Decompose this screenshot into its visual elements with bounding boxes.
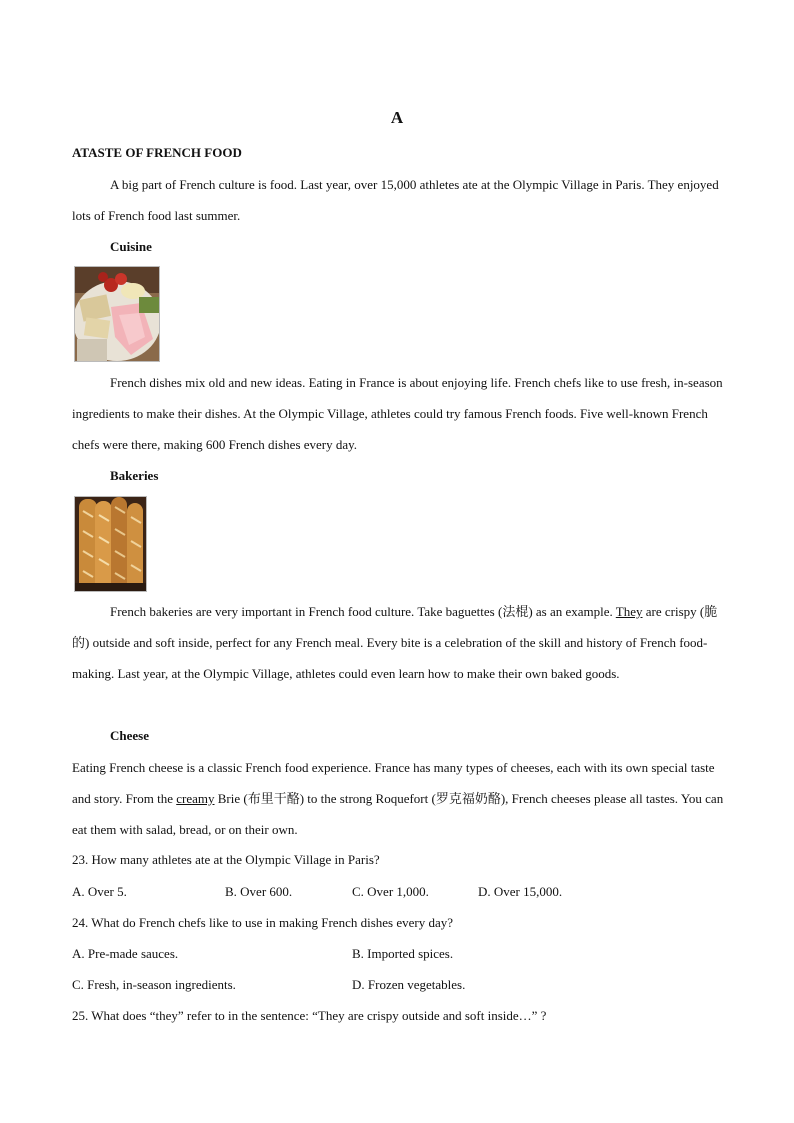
question-number: 23. [72,852,89,867]
q24-option-d: D. Frozen vegetables. [352,977,466,992]
question-text: How many athletes ate at the Olympic Village in Paris? [88,852,380,867]
cuisine-paragraph: French dishes mix old and new ideas. Eating in France is about enjoying life. French chefs like to use fresh, in-season ingredients to make their dishes. At the Olympic Village, athletes could try famous French foods. Five well-known French chefs were there, making 600 French dishes every day. [72,375,723,452]
cheese-text-1: Eating French cheese is a classic French food experience. France has many types of cheeses, each with its own special taste and story. From the [72,760,715,806]
q24-option-a: A. Pre-made sauces. [72,946,179,961]
question-24 [72,915,453,931]
baguettes-photo [74,496,147,592]
q23-option-d: D. Over 15,000. [478,884,563,899]
question-number: 25. [72,1008,89,1023]
cheese-heading: Cheese [110,728,149,743]
underlined-creamy: creamy [176,791,215,806]
question-number: 24. [72,915,89,930]
question-25 [72,1008,546,1024]
cuisine-heading: Cuisine [110,239,152,254]
charcuterie-plate-photo [74,266,160,362]
q23-option-a: A. Over 5. [72,884,127,899]
bakeries-text-2: are crispy (脆的) outside and soft inside, perfect for any French meal. Every bite is a celebration of the skill and history of French food-making. Last year, at the Olympic Village, athletes could even learn how to make their own baked goods. [72,604,718,681]
q24-option-c: C. Fresh, in-season ingredients. [72,977,236,992]
q23-option-b: B. Over 600. [225,884,293,899]
question-text: What does “they” refer to in the sentence: “They are crispy outside and soft inside…” ? [88,1008,547,1023]
question-text: What do French chefs like to use in making French dishes every day? [88,915,453,930]
q23-option-c: C. Over 1,000. [352,884,429,899]
bakeries-paragraph [72,596,732,689]
bakeries-text-1: French bakeries are very important in French food culture. Take baguettes (法棍) as an example. [110,604,616,619]
cheese-paragraph [72,752,732,845]
bakeries-heading: Bakeries [110,468,159,483]
intro-paragraph: A big part of French culture is food. Last year, over 15,000 athletes ate at the Olympic Village in Paris. They enjoyed lots of French food last summer. [72,177,719,223]
cheese-text-2: Brie (布里干酪) to the strong Roquefort (罗克福奶酪), French cheeses please all tastes. You can eat them with salad, bread, or on their own. [72,791,724,837]
article-title: ATASTE OF FRENCH FOOD [72,145,242,160]
section-letter: A [390,108,404,127]
q24-option-b: B. Imported spices. [352,946,454,961]
underlined-they: They [615,604,643,619]
question-23 [72,852,380,868]
